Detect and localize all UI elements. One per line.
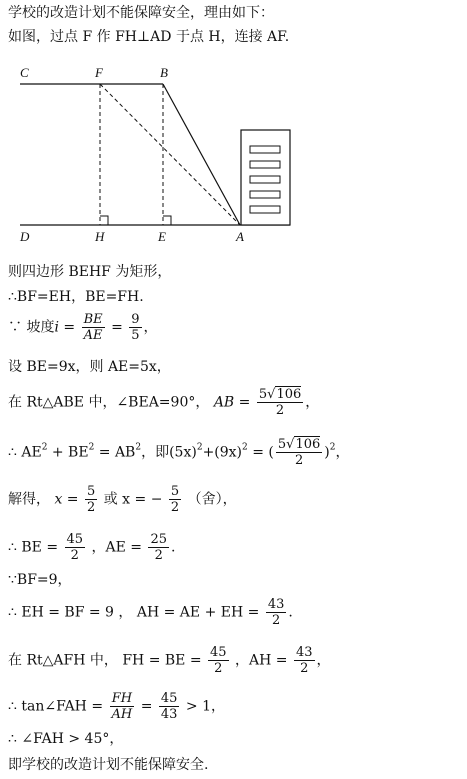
proof-tan: ∴ tan∠FAH = $\frac{FH}{AH}$ = $\frac{45}{43}$ > 1， — [8, 691, 225, 722]
slope-BA — [163, 84, 240, 225]
proof-let: 设 BE=9x，则 AE=5x， — [8, 359, 171, 375]
label-H: H — [95, 229, 105, 244]
header-line-1: 学校的改造计划不能保障安全，理由如下： — [8, 5, 274, 21]
proof-be-ae: ∴ BE = $\frac{45}{2}$ ，AE = $\frac{25}{2}$ . — [8, 532, 176, 563]
proof-conclusion: 即学校的改造计划不能保障安全. — [8, 757, 209, 773]
header-line-2: 如图，过点 F 作 FH⊥AD 于点 H，连接 AF. — [8, 29, 290, 45]
label-A: A — [236, 229, 244, 244]
proof-eh-ah: ∴ EH = BF = 9 ， AH = AE + EH = $\frac{43}{2}$ . — [8, 597, 293, 628]
label-F: F — [95, 65, 103, 80]
right-angle-H — [100, 216, 108, 225]
proof-pythagoras: ∴ $AE^2 + BE^2 = AB^2$，即$(5x)^2+(9x)^2$ = ( $\frac{5√106}{2}$ )$^2$， — [8, 437, 350, 468]
dashed-FA — [100, 84, 240, 225]
right-angle-E — [163, 216, 171, 225]
label-B: B — [160, 65, 168, 80]
proof-rt-afh: 在 Rt△AFH 中， FH = BE = $\frac{45}{2}$ ，AH = $\frac{43}{2}$ ， — [8, 645, 331, 676]
label-D: D — [20, 229, 30, 244]
proof-angle: ∴ ∠FAH > 45°， — [8, 731, 124, 747]
proof-slope: ∵ 坡度i = $\frac{BE}{AE}$ = $\frac{9}{5}$ ， — [8, 312, 158, 343]
proof-equal-sides: ∴BF=EH，BE=FH. — [8, 289, 144, 305]
label-C: C — [20, 65, 29, 80]
proof-rt-abe: 在 Rt△ABE 中，∠BEA=90°， AB = $\frac{5√106}{2}$ ， — [8, 387, 320, 418]
geometry-figure — [0, 60, 467, 260]
proof-solve: 解得， x = $\frac{5}{2}$ 或 x = − $\frac{5}{2}$ （舍）， — [8, 484, 237, 515]
school-building — [241, 130, 290, 225]
proof-rectangle: 则四边形 BEHF 为矩形， — [8, 264, 172, 280]
proof-bf: ∵BF=9， — [8, 572, 72, 588]
label-E: E — [158, 229, 166, 244]
